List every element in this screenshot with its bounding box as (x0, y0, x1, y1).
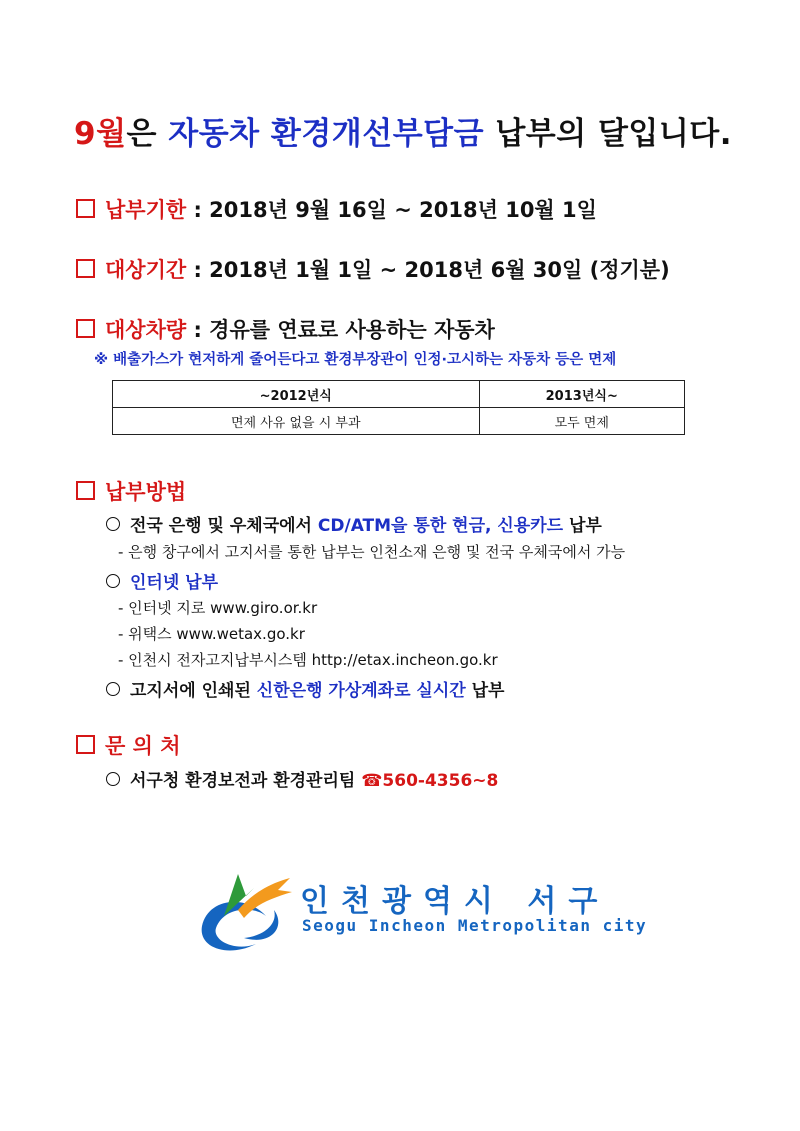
internet-sub-etax: - 인천시 전자고지납부시스템 http://etax.incheon.go.kr (118, 651, 498, 669)
title-particle: 은 (126, 116, 169, 152)
section-period (76, 254, 670, 284)
table-cell: 모두 면제 (479, 408, 685, 435)
vehicles-label: 대상차량 (105, 318, 187, 342)
deadline-value: : 2018년 9월 16일 ~ 2018년 10월 1일 (186, 198, 597, 222)
exemption-note: ※ 배출가스가 현저하게 줄어든다고 환경부장관이 인정·고시하는 자동차 등은 면제 (94, 352, 617, 368)
section-method (76, 476, 186, 506)
section-deadline (76, 194, 597, 224)
method-item-bank-note: - 은행 창구에서 고지서를 통한 납부는 인천소재 은행 및 전국 우체국에서 가능 (118, 543, 626, 561)
vehicles-value: : 경유를 연료로 사용하는 자동차 (186, 318, 495, 342)
phone-number: ☎560-4356~8 (361, 771, 499, 791)
internet-sub-wetax: - 위택스 www.wetax.go.kr (118, 625, 305, 643)
seogu-logo-emblem-icon (194, 866, 298, 954)
period-label: 대상기간 (105, 258, 187, 282)
internet-sub-giro: - 인터넷 지로 www.giro.or.kr (118, 599, 318, 617)
checkbox-icon (76, 481, 95, 500)
method-item-internet: 인터넷 납부 (106, 568, 218, 593)
exemption-table (112, 380, 685, 435)
checkbox-icon (76, 199, 95, 218)
method-item-bank: 전국 은행 및 우체국에서 CD/ATM을 통한 현금, 신용카드 납부 (106, 511, 602, 536)
title-month: 9월 (74, 116, 127, 152)
section-vehicles (76, 314, 495, 344)
title-subject: 자동차 환경개선부담금 (168, 116, 485, 152)
contact-label: 문 의 처 (105, 734, 181, 758)
circle-bullet-icon (106, 517, 120, 531)
method-label: 납부방법 (105, 480, 187, 504)
circle-bullet-icon (106, 682, 120, 696)
period-value: : 2018년 1월 1일 ~ 2018년 6월 30일 (정기분) (186, 258, 670, 282)
logo-korean-name: 인천광역시 서구 (300, 884, 610, 919)
deadline-label: 납부기한 (105, 198, 187, 222)
circle-bullet-icon (106, 772, 120, 786)
checkbox-icon (76, 259, 95, 278)
table-cell: 면제 사유 없을 시 부과 (113, 408, 480, 435)
table-header-row (113, 381, 685, 408)
contact-item: 서구청 환경보전과 환경관리팀 ☎560-4356~8 (106, 766, 498, 791)
circle-bullet-icon (106, 574, 120, 588)
section-contact (76, 730, 180, 760)
table-header-cell: 2013년식~ (479, 381, 685, 408)
checkbox-icon (76, 735, 95, 754)
table-row (113, 408, 685, 435)
method-item-virtual-account: 고지서에 인쇄된 신한은행 가상계좌로 실시간 납부 (106, 676, 504, 701)
title-ending: 납부의 달입니다. (484, 116, 733, 152)
logo-english-name: Seogu Incheon Metropolitan city (302, 916, 648, 935)
checkbox-icon (76, 319, 95, 338)
page-title (74, 108, 732, 153)
table-header-cell: ~2012년식 (113, 381, 480, 408)
